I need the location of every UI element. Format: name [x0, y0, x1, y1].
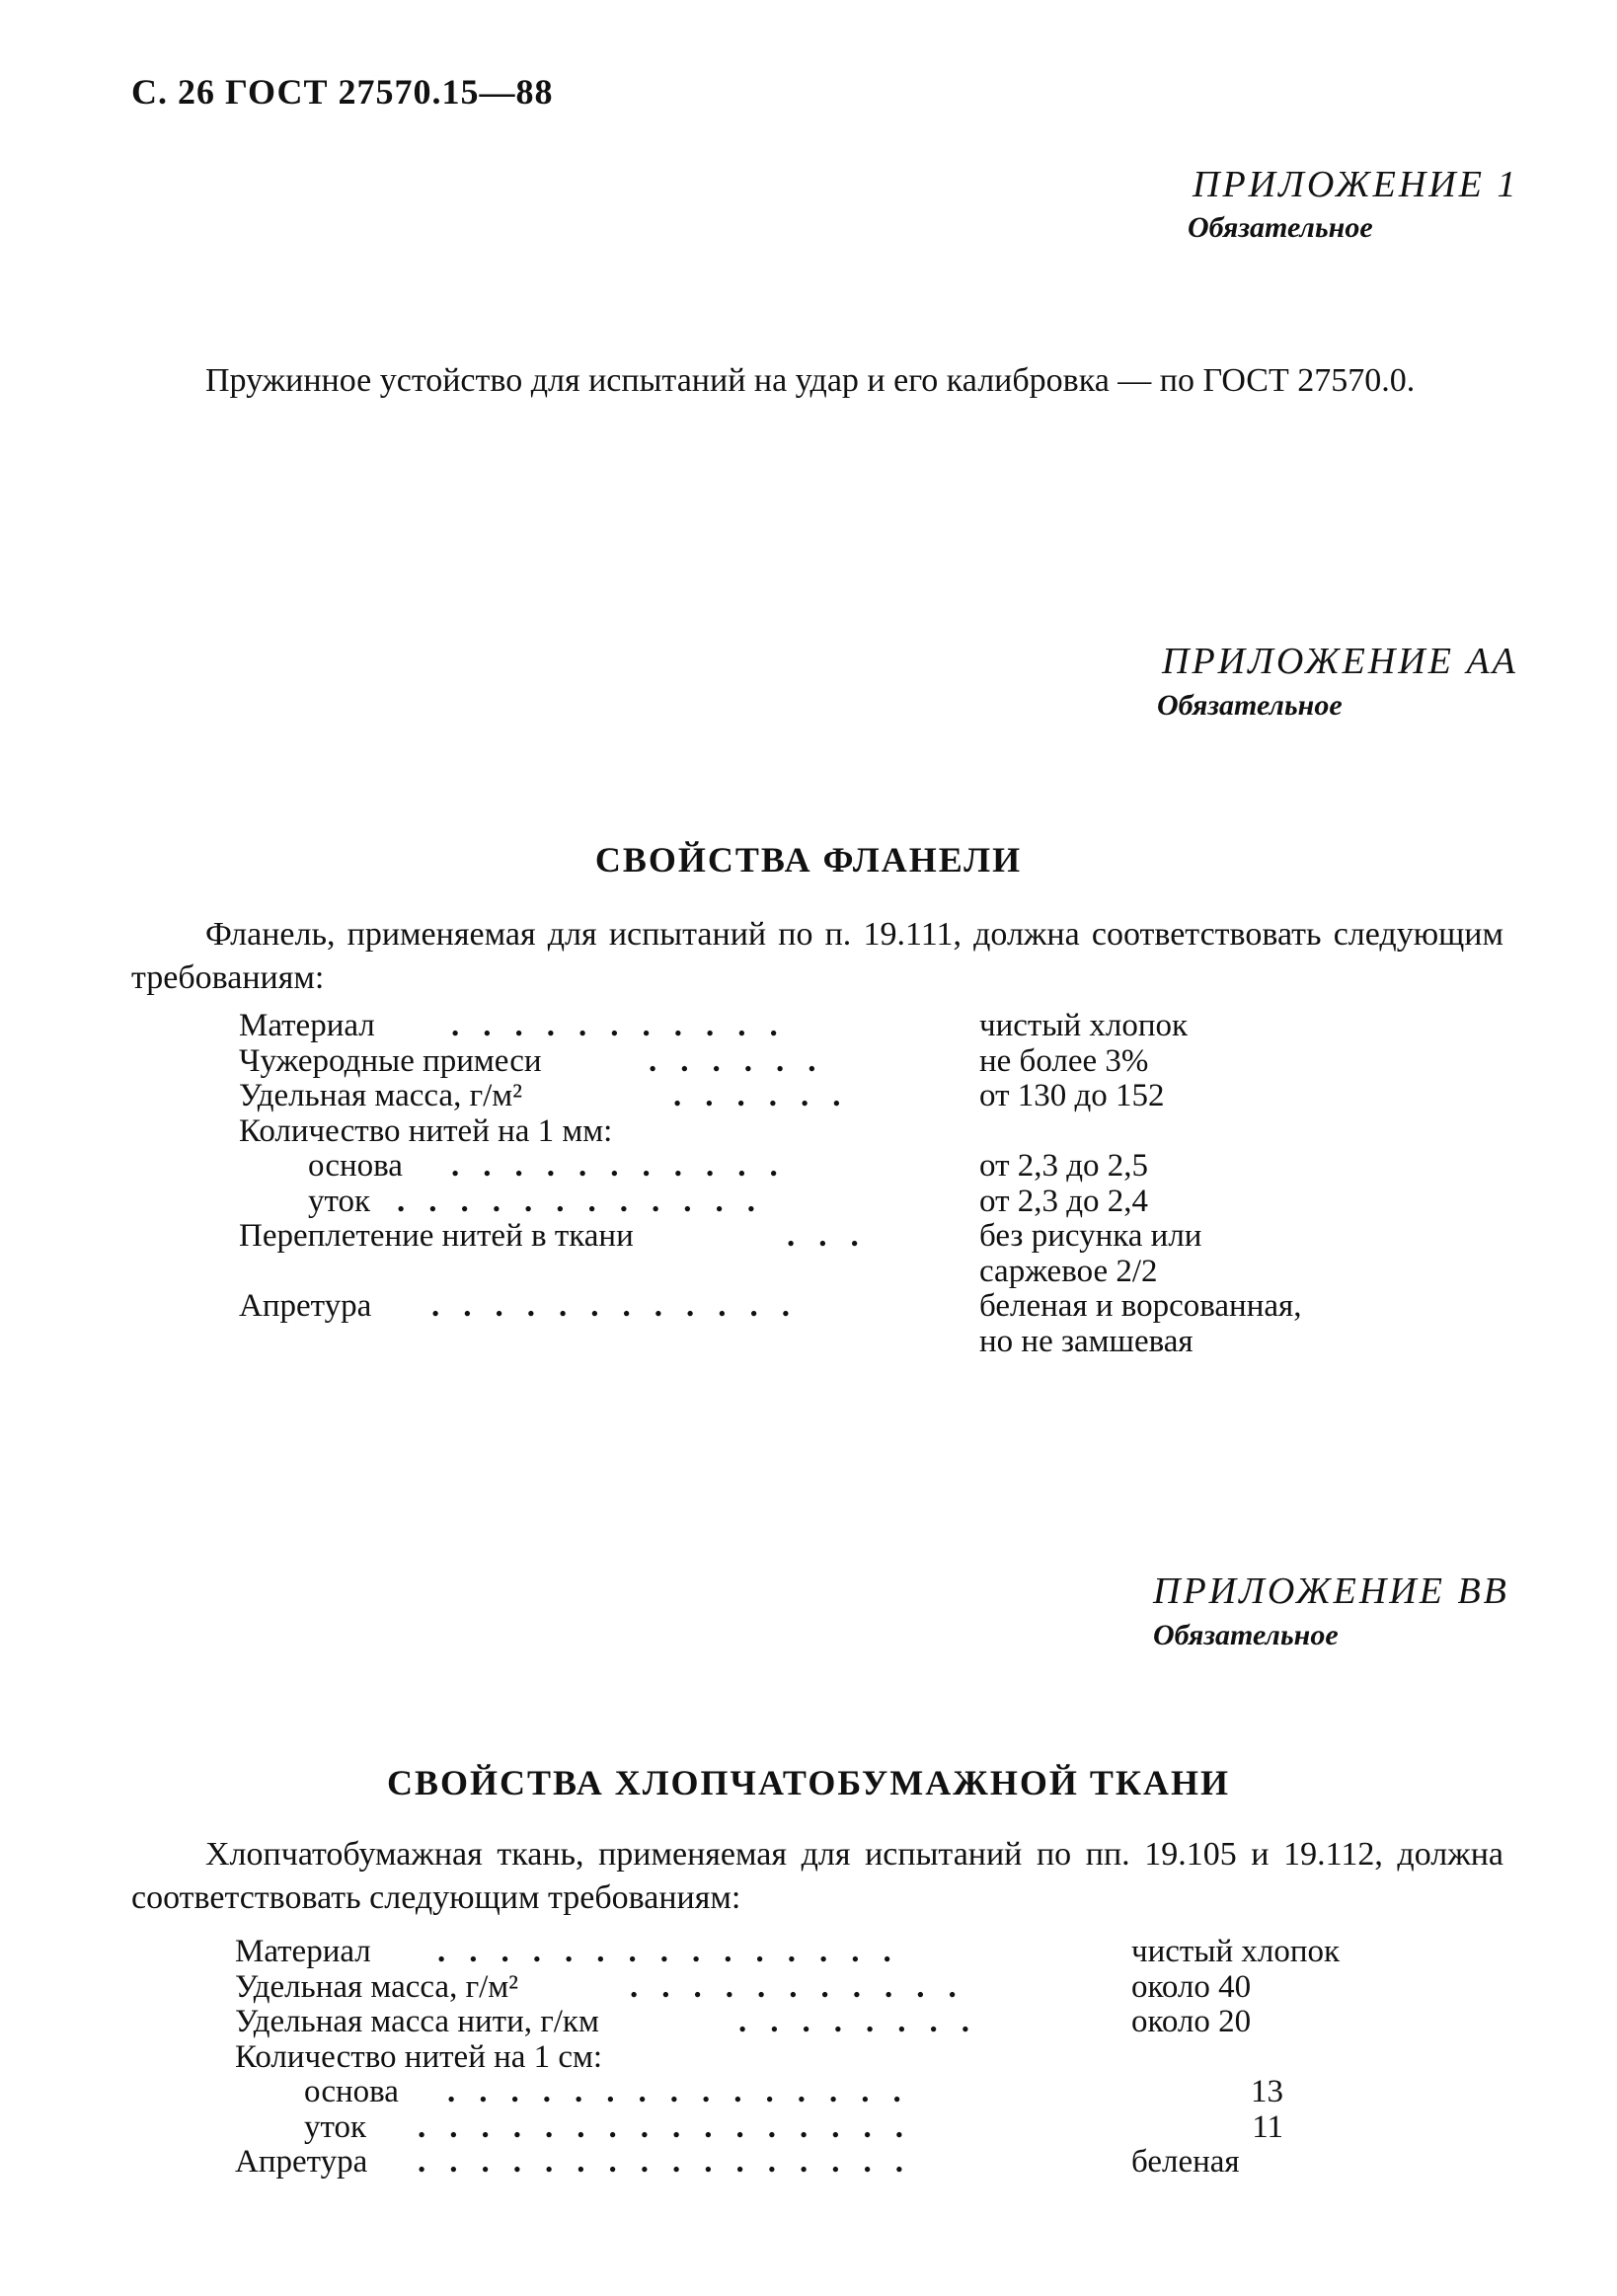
- dot-leader: ...............: [447, 2074, 925, 2109]
- cotton-heading: СВОЙСТВА ХЛОПЧАТОБУМАЖНОЙ ТКАНИ: [386, 1763, 1231, 1802]
- spec-row: [235, 2040, 1380, 2076]
- spec-row: [239, 1255, 1424, 1290]
- dot-leader: ...............: [437, 1934, 915, 1969]
- dot-leader: ......: [649, 1042, 840, 1079]
- dot-leader: ......: [673, 1078, 865, 1113]
- dot-leader: ...........: [630, 1968, 980, 2005]
- spec-row: [235, 1970, 1380, 2006]
- cotton-intro: Хлопчатобумажная ткань, применяемая для испытаний по пп. 19.105 и 19.112, должна соответствовать следующим требованиям:: [131, 1836, 1503, 1916]
- spec-label: Количество нитей на 1 см:: [235, 2038, 603, 2075]
- spec-label: основа: [304, 2074, 399, 2109]
- spec-label: уток: [308, 1183, 371, 1219]
- spec-row: [239, 1114, 1424, 1150]
- spec-value: чистый хлопок: [979, 1008, 1189, 1043]
- spec-label: Удельная масса, г/м²: [235, 1968, 519, 2005]
- spec-value: саржевое 2/2: [979, 1253, 1158, 1289]
- appendix-1-title: ПРИЛОЖЕНИЕ 1: [1193, 164, 1519, 205]
- spec-label: Апретура: [235, 2144, 368, 2180]
- spec-value: беленая: [1131, 2144, 1240, 2180]
- flannel-heading: СВОЙСТВА ФЛАНЕЛИ: [594, 840, 1023, 880]
- dot-leader: ................: [418, 2108, 927, 2145]
- spec-value: 11: [1252, 2108, 1283, 2145]
- dot-leader: ...: [787, 1218, 883, 1254]
- appendix-aa-status: Обязательное: [1157, 689, 1343, 722]
- spec-row: [235, 2005, 1380, 2040]
- dot-leader: ...........: [451, 1148, 802, 1184]
- appendix-1-status: Обязательное: [1188, 211, 1373, 244]
- spec-row: [239, 1289, 1424, 1325]
- appendix-bb-title: ПРИЛОЖЕНИЕ ВВ: [1153, 1570, 1509, 1612]
- dot-leader: ........: [738, 2004, 993, 2039]
- spec-value: от 130 до 152: [979, 1078, 1165, 1113]
- spec-label: уток: [304, 2108, 367, 2145]
- dot-leader: ................: [418, 2144, 927, 2180]
- spec-label: Количество нитей на 1 мм:: [239, 1112, 613, 1149]
- spec-value: от 2,3 до 2,5: [979, 1148, 1149, 1184]
- spec-value: чистый хлопок: [1131, 1934, 1341, 1969]
- spec-row: [235, 1935, 1380, 1970]
- spec-value: без рисунка или: [979, 1218, 1202, 1254]
- spec-label: Чужеродные примеси: [239, 1042, 542, 1079]
- dot-leader: ............: [397, 1183, 779, 1219]
- appendix-bb-status: Обязательное: [1153, 1619, 1339, 1651]
- spec-row: [235, 2075, 1380, 2110]
- appendix-aa-title: ПРИЛОЖЕНИЕ АА: [1162, 641, 1518, 682]
- spec-row: [239, 1044, 1424, 1080]
- spec-row: [239, 1325, 1424, 1360]
- flannel-intro: Фланель, применяемая для испытаний по п. 19.111, должна соответствовать следующим требованиям:: [131, 916, 1503, 996]
- spec-label: Материал: [235, 1934, 371, 1969]
- spec-label: Удельная масса нити, г/км: [235, 2004, 599, 2039]
- spec-value: 13: [1251, 2074, 1283, 2109]
- spec-value: около 20: [1131, 2004, 1252, 2039]
- spec-label: Апретура: [239, 1288, 372, 1324]
- spec-row: [239, 1009, 1424, 1044]
- spec-row: [239, 1185, 1424, 1220]
- spec-label: Переплетение нитей в ткани: [239, 1218, 634, 1254]
- spec-row: [235, 2110, 1380, 2146]
- dot-leader: ............: [431, 1288, 813, 1324]
- spec-value: не более 3%: [979, 1042, 1149, 1079]
- spec-row: [235, 2145, 1380, 2181]
- spec-label: Удельная масса, г/м²: [239, 1078, 523, 1113]
- page-header: С. 26 ГОСТ 27570.15—88: [131, 72, 554, 112]
- spec-label: Материал: [239, 1008, 375, 1043]
- dot-leader: ...........: [451, 1008, 802, 1043]
- spec-value: беленая и ворсованная,: [979, 1288, 1302, 1324]
- spec-value: около 40: [1131, 1968, 1252, 2005]
- spec-label: основа: [308, 1148, 403, 1184]
- spec-value: от 2,3 до 2,4: [979, 1183, 1149, 1219]
- spec-value: но не замшевая: [979, 1323, 1194, 1359]
- spec-row: [239, 1079, 1424, 1114]
- spec-row: [239, 1219, 1424, 1255]
- appendix-1-text: Пружинное устойство для испытаний на удар и его калибровка — по ГОСТ 27570.0.: [205, 362, 1416, 399]
- spec-row: [239, 1149, 1424, 1185]
